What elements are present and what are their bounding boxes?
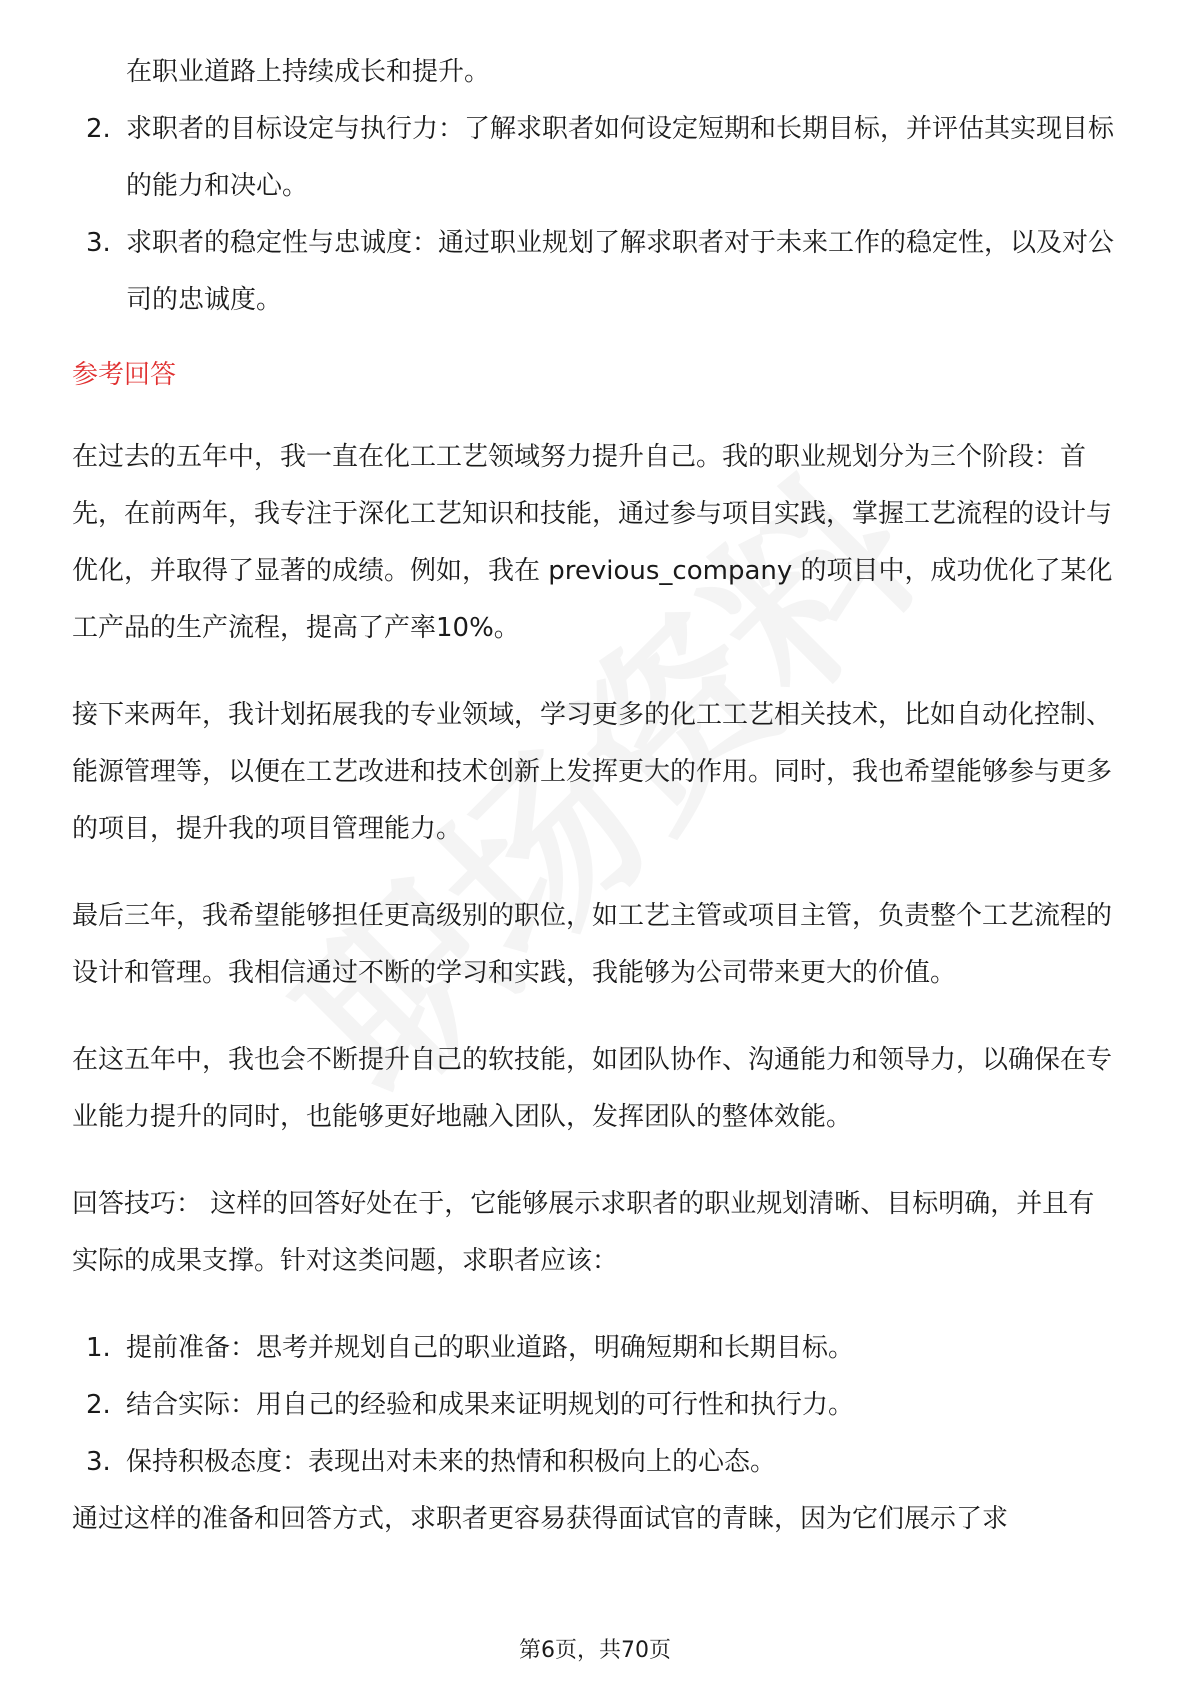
intro-list (72, 101, 1118, 329)
list-number: 3. (86, 1447, 111, 1477)
tips-intro-paragraph: 回答技巧： 这样的回答好处在于，它能够展示求职者的职业规划清晰、目标明确，并且有实际的成果支撑。针对这类问题，求职者应该： (72, 1189, 1095, 1276)
list-item-text: 求职者的目标设定与执行力：了解求职者如何设定短期和长期目标，并评估其实现目标的能力和决心。 (126, 114, 1115, 201)
list-number: 2. (86, 1390, 111, 1420)
list-item (72, 1434, 1118, 1491)
answer-paragraph: 接下来两年，我计划拓展我的专业领域，学习更多的化工工艺相关技术，比如自动化控制、能源管理等，以便在工艺改进和技术创新上发挥更大的作用。同时，我也希望能够参与更多的项目，提升我的项目管理能力。 (72, 700, 1113, 844)
list-item (72, 1377, 1118, 1434)
list-item-text: 提前准备：思考并规划自己的职业道路，明确短期和长期目标。 (126, 1333, 855, 1363)
page-number: 第6页，共70页 (519, 1638, 671, 1663)
answer-paragraph: 在这五年中，我也会不断提升自己的软技能，如团队协作、沟通能力和领导力，以确保在专业能力提升的同时，也能够更好地融入团队，发挥团队的整体效能。 (72, 1045, 1113, 1132)
list-number: 1. (86, 1333, 111, 1363)
list-item-text: 保持积极态度：表现出对未来的热情和积极向上的心态。 (126, 1447, 777, 1477)
tips-list (72, 1320, 1118, 1491)
closing-paragraph: 通过这样的准备和回答方式，求职者更容易获得面试官的青睐，因为它们展示了求 (72, 1504, 1009, 1534)
list-item (72, 101, 1118, 215)
section-heading: 参考回答 (72, 360, 177, 390)
list-item (72, 215, 1118, 329)
answer-paragraph: 在过去的五年中，我一直在化工工艺领域努力提升自己。我的职业规划分为三个阶段：首先，在前两年，我专注于深化工艺知识和技能，通过参与项目实践，掌握工艺流程的设计与优化，并取得了显著的成绩。例如，我在 previous_company 的项目中，成功优化了某化工产品的生产流程，提高了产率10%。 (72, 442, 1113, 643)
answer-paragraph: 最后三年，我希望能够担任更高级别的职位，如工艺主管或项目主管，负责整个工艺流程的设计和管理。我相信通过不断的学习和实践，我能够为公司带来更大的价值。 (72, 901, 1113, 988)
list-item-text: 结合实际：用自己的经验和成果来证明规划的可行性和执行力。 (126, 1390, 855, 1420)
list-item-text: 求职者的稳定性与忠诚度：通过职业规划了解求职者对于未来工作的稳定性，以及对公司的忠诚度。 (126, 228, 1115, 315)
list-continuation: 在职业道路上持续成长和提升。 (126, 57, 491, 87)
list-number: 3. (86, 228, 111, 258)
list-item (72, 1320, 1118, 1377)
list-number: 2. (86, 114, 111, 144)
page-content (72, 44, 1118, 1578)
